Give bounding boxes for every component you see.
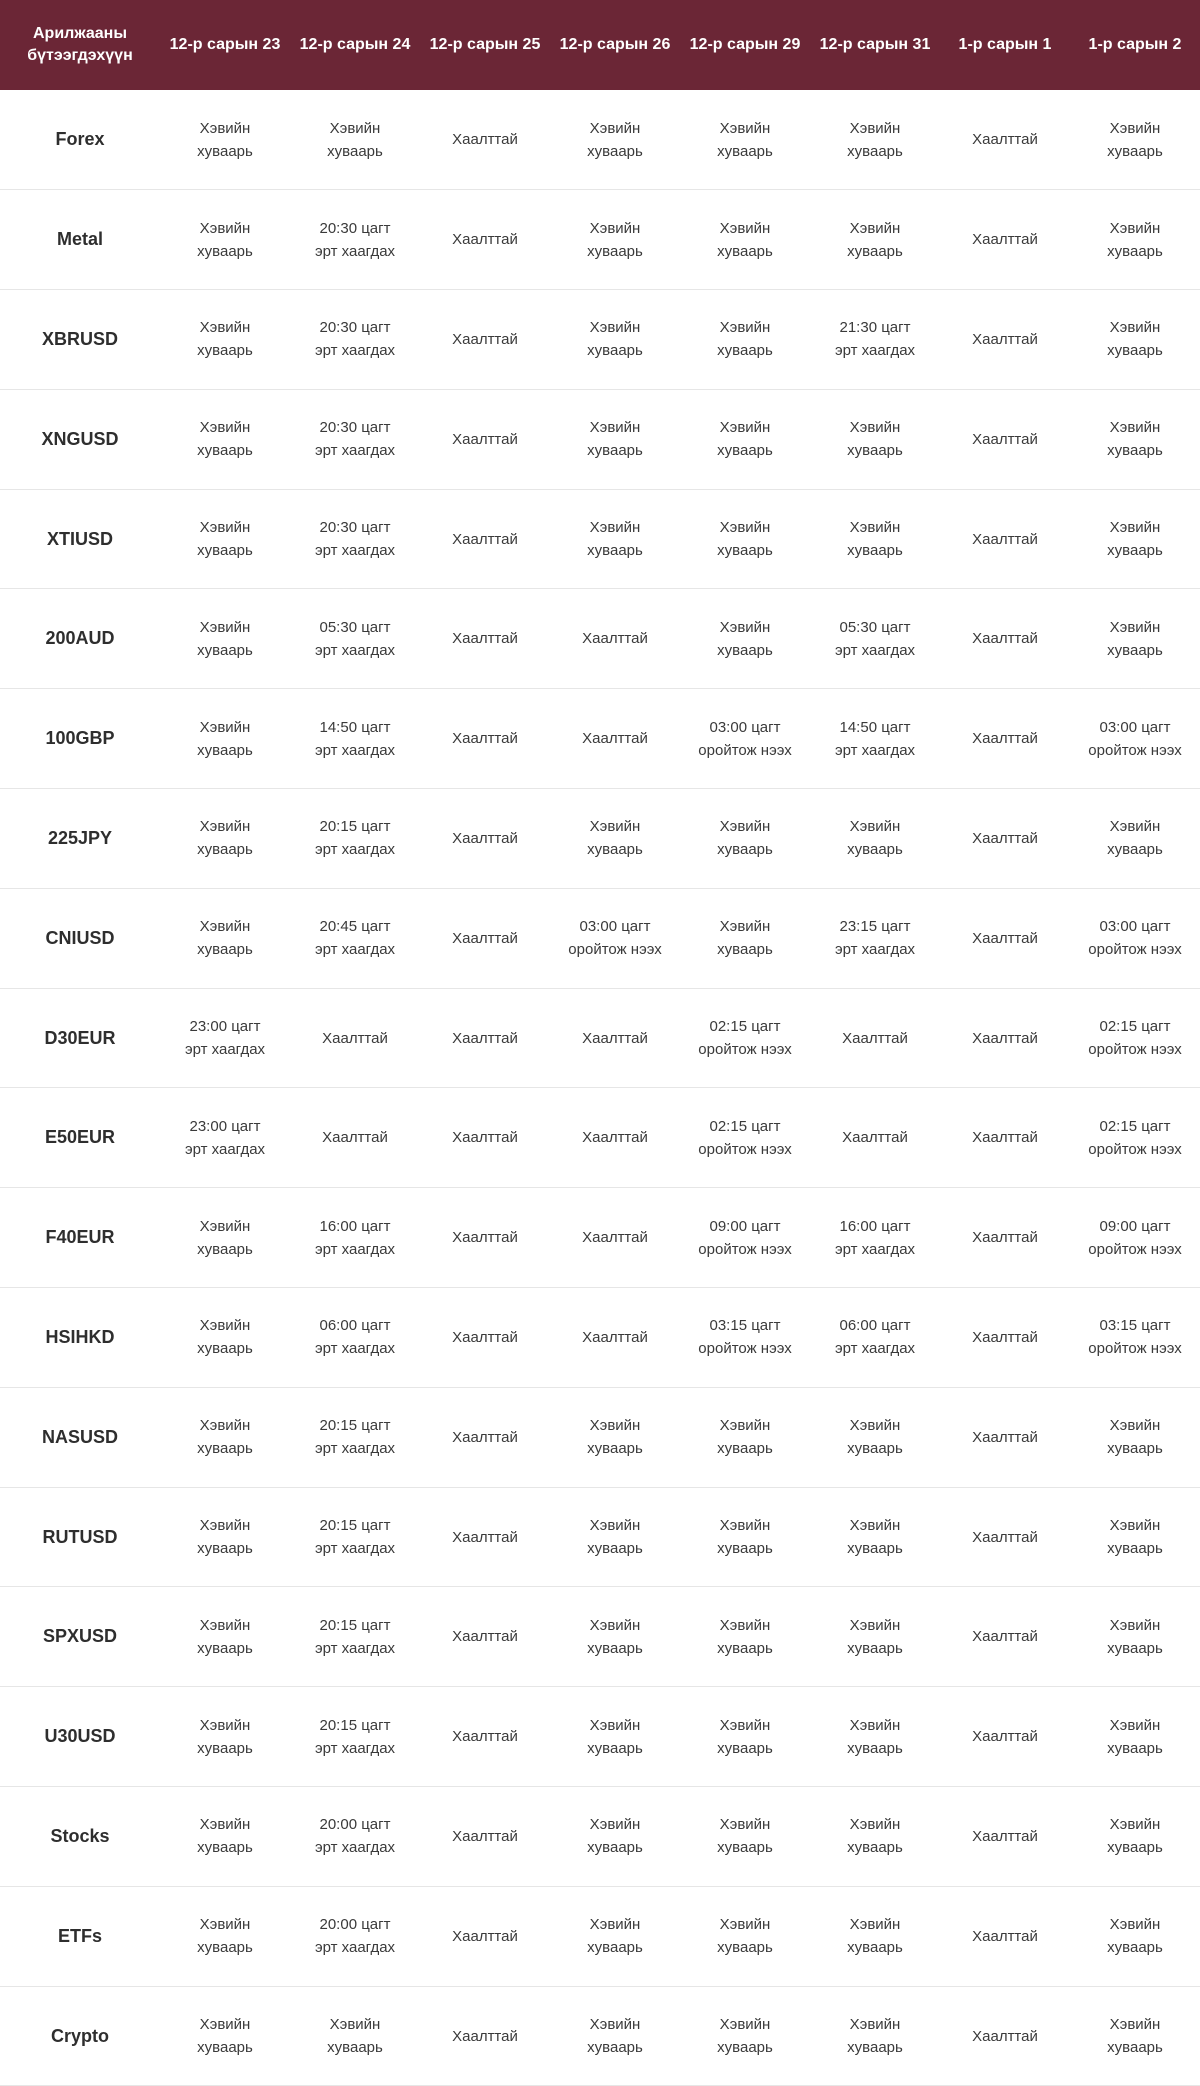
schedule-cell: Хаалттай (582, 630, 648, 648)
schedule-cell: Хэвийн хуваарь (197, 618, 253, 659)
schedule-cell: 23:00 цагт эрт хаагдах (184, 1117, 266, 1158)
schedule-cell: Хэвийн хуваарь (847, 818, 903, 859)
schedule-cell: 14:50 цагт эрт хаагдах (834, 718, 916, 759)
table-row (0, 589, 1200, 689)
schedule-cell: Хаалттай (452, 1528, 518, 1546)
schedule-cell: Хэвийн хуваарь (587, 1716, 643, 1757)
schedule-cell: Хаалттай (452, 330, 518, 348)
schedule-cell: Хэвийн хуваарь (197, 1816, 253, 1857)
schedule-cell: Хэвийн хуваарь (587, 1916, 643, 1957)
schedule-cell: Хаалттай (452, 1428, 518, 1446)
schedule-cell: Хаалттай (322, 1129, 388, 1147)
schedule-cell: Хэвийн хуваарь (197, 2016, 253, 2057)
schedule-cell: 03:15 цагт оройтож нээх (698, 1317, 792, 1358)
schedule-cell: Хэвийн хуваарь (1107, 319, 1163, 360)
schedule-cell: Хэвийн хуваарь (717, 519, 773, 560)
schedule-cell: Хаалттай (972, 630, 1038, 648)
header-date: 12-р сарын 29 (689, 36, 801, 53)
table-row (0, 190, 1200, 290)
schedule-cell: Хаалттай (452, 929, 518, 947)
schedule-cell: Хаалттай (972, 730, 1038, 748)
schedule-cell: Хэвийн хуваарь (717, 818, 773, 859)
schedule-cell: Хаалттай (452, 1029, 518, 1047)
instrument-name: SPXUSD (42, 1626, 118, 1647)
schedule-cell: Хэвийн хуваарь (847, 1517, 903, 1558)
schedule-cell: Хаалттай (972, 131, 1038, 149)
instrument-name: CNIUSD (45, 927, 115, 948)
schedule-cell: Хаалттай (452, 1628, 518, 1646)
instrument-name: 200AUD (45, 628, 115, 649)
schedule-cell: Хэвийн хуваарь (197, 419, 253, 460)
schedule-cell: Хаалттай (452, 430, 518, 448)
instrument-name: XTIUSD (46, 528, 113, 549)
schedule-cell: Хаалттай (972, 430, 1038, 448)
schedule-cell: Хаалттай (322, 1029, 388, 1047)
table-row (0, 689, 1200, 789)
table-row (0, 1188, 1200, 1288)
table-row (0, 1288, 1200, 1388)
header-date: 1-р сарын 1 (958, 36, 1052, 53)
header-date: 12-р сарын 23 (169, 36, 281, 53)
schedule-cell: Хэвийн хуваарь (197, 1916, 253, 1957)
schedule-cell: 03:00 цагт оройтож нээх (568, 918, 662, 959)
instrument-name: Metal (56, 229, 103, 250)
instrument-name: XNGUSD (41, 428, 119, 449)
instrument-name: D30EUR (44, 1027, 116, 1048)
table-row (0, 988, 1200, 1088)
table-row (0, 1787, 1200, 1887)
header-product: Арилжааны бүтээгдэхүүн (27, 25, 133, 64)
schedule-cell: Хэвийн хуваарь (847, 119, 903, 160)
schedule-cell: Хэвийн хуваарь (197, 319, 253, 360)
instrument-name: F40EUR (45, 1227, 115, 1248)
schedule-cell: Хаалттай (452, 1328, 518, 1346)
schedule-cell: Хэвийн хуваарь (1107, 618, 1163, 659)
schedule-cell: Хэвийн хуваарь (197, 718, 253, 759)
instrument-name: RUTUSD (42, 1526, 118, 1547)
table-row (0, 1687, 1200, 1787)
schedule-cell: Хаалттай (972, 1328, 1038, 1346)
schedule-cell: 09:00 цагт оройтож нээх (1088, 1217, 1182, 1258)
schedule-cell: Хаалттай (972, 1628, 1038, 1646)
schedule-cell: Хэвийн хуваарь (847, 1417, 903, 1458)
table-row (0, 789, 1200, 889)
schedule-cell: Хэвийн хуваарь (847, 1716, 903, 1757)
schedule-cell: 20:00 цагт эрт хаагдах (314, 1816, 396, 1857)
instrument-name: 100GBP (45, 728, 115, 749)
schedule-cell: Хэвийн хуваарь (587, 1517, 643, 1558)
schedule-cell: Хаалттай (972, 1029, 1038, 1047)
schedule-cell: Хэвийн хуваарь (717, 219, 773, 260)
schedule-cell: 20:30 цагт эрт хаагдах (314, 319, 396, 360)
schedule-cell: Хаалттай (582, 1129, 648, 1147)
instrument-name: E50EUR (44, 1127, 116, 1148)
header-date: 12-р сарын 26 (559, 36, 671, 53)
schedule-cell: Хэвийн хуваарь (197, 1517, 253, 1558)
table-row (0, 1088, 1200, 1188)
schedule-cell: Хаалттай (582, 1229, 648, 1247)
schedule-cell: 02:15 цагт оройтож нээх (698, 1117, 792, 1158)
schedule-cell: Хэвийн хуваарь (1107, 1916, 1163, 1957)
schedule-cell: Хаалттай (452, 2027, 518, 2045)
schedule-cell: Хэвийн хуваарь (197, 119, 253, 160)
header-date: 12-р сарын 24 (299, 36, 411, 53)
schedule-cell: 02:15 цагт оройтож нээх (1088, 1018, 1182, 1059)
schedule-cell: Хэвийн хуваарь (717, 2016, 773, 2057)
schedule-cell: 21:30 цагт эрт хаагдах (834, 319, 916, 360)
schedule-cell: Хэвийн хуваарь (717, 319, 773, 360)
schedule-cell: 20:30 цагт эрт хаагдах (314, 519, 396, 560)
schedule-cell: Хаалттай (452, 829, 518, 847)
schedule-cell: Хэвийн хуваарь (717, 1916, 773, 1957)
schedule-cell: Хаалттай (972, 330, 1038, 348)
schedule-cell: Хаалттай (842, 1029, 908, 1047)
table-row (0, 1387, 1200, 1487)
schedule-cell: Хэвийн хуваарь (847, 419, 903, 460)
schedule-cell: 20:15 цагт эрт хаагдах (314, 1517, 396, 1558)
schedule-cell: Хаалттай (452, 231, 518, 249)
schedule-cell: Хаалттай (972, 530, 1038, 548)
schedule-cell: Хэвийн хуваарь (717, 1716, 773, 1757)
schedule-cell: 06:00 цагт эрт хаагдах (834, 1317, 916, 1358)
schedule-cell: Хэвийн хуваарь (847, 1816, 903, 1857)
schedule-cell: Хэвийн хуваарь (847, 2016, 903, 2057)
schedule-cell: Хэвийн хуваарь (717, 119, 773, 160)
schedule-cell: Хэвийн хуваарь (587, 119, 643, 160)
instrument-name: Crypto (51, 2025, 109, 2046)
schedule-cell: Хэвийн хуваарь (717, 1816, 773, 1857)
header-date: 12-р сарын 25 (429, 36, 541, 53)
schedule-cell: Хэвийн хуваарь (197, 1217, 253, 1258)
schedule-cell: Хэвийн хуваарь (197, 1616, 253, 1657)
schedule-cell: Хаалттай (972, 1229, 1038, 1247)
schedule-cell: 20:15 цагт эрт хаагдах (314, 1716, 396, 1757)
instrument-name: Forex (55, 129, 105, 150)
schedule-cell: 23:00 цагт эрт хаагдах (184, 1018, 266, 1059)
schedule-cell: 02:15 цагт оройтож нээх (698, 1018, 792, 1059)
schedule-cell: 20:15 цагт эрт хаагдах (314, 1417, 396, 1458)
table-row (0, 90, 1200, 190)
header-row (0, 0, 1200, 90)
schedule-cell: Хэвийн хуваарь (1107, 2016, 1163, 2057)
header-date: 1-р сарын 2 (1088, 36, 1182, 53)
schedule-cell: Хэвийн хуваарь (197, 818, 253, 859)
schedule-cell: Хаалттай (452, 131, 518, 149)
schedule-cell: Хэвийн хуваарь (587, 818, 643, 859)
schedule-cell: Хэвийн хуваарь (847, 519, 903, 560)
schedule-cell: Хэвийн хуваарь (1107, 419, 1163, 460)
schedule-cell: Хаалттай (972, 2027, 1038, 2045)
schedule-cell: Хаалттай (972, 1528, 1038, 1546)
schedule-cell: Хаалттай (972, 829, 1038, 847)
schedule-cell: Хэвийн хуваарь (587, 319, 643, 360)
table-row (0, 290, 1200, 390)
instrument-name: U30USD (44, 1726, 116, 1747)
schedule-cell: Хэвийн хуваарь (1107, 1816, 1163, 1857)
schedule-cell: Хэвийн хуваарь (197, 918, 253, 959)
schedule-cell: Хэвийн хуваарь (847, 1916, 903, 1957)
schedule-cell: Хаалттай (972, 1728, 1038, 1746)
schedule-cell: Хэвийн хуваарь (717, 618, 773, 659)
table-row (0, 389, 1200, 489)
schedule-cell: 20:30 цагт эрт хаагдах (314, 419, 396, 460)
schedule-cell: Хаалттай (972, 1428, 1038, 1446)
schedule-cell: Хэвийн хуваарь (1107, 519, 1163, 560)
schedule-cell: Хэвийн хуваарь (587, 419, 643, 460)
schedule-cell: Хаалттай (452, 1927, 518, 1945)
schedule-cell: Хаалттай (972, 1129, 1038, 1147)
schedule-cell: Хаалттай (582, 1328, 648, 1346)
schedule-cell: Хэвийн хуваарь (717, 1417, 773, 1458)
schedule-cell: Хаалттай (452, 1129, 518, 1147)
schedule-cell: Хэвийн хуваарь (1107, 1716, 1163, 1757)
instrument-name: XBRUSD (41, 328, 118, 349)
schedule-cell: 03:00 цагт оройтож нээх (1088, 718, 1182, 759)
schedule-cell: Хэвийн хуваарь (197, 1417, 253, 1458)
schedule-cell: Хаалттай (452, 730, 518, 748)
schedule-cell: Хэвийн хуваарь (587, 1816, 643, 1857)
schedule-cell: Хаалттай (452, 630, 518, 648)
schedule-cell: Хаалттай (582, 730, 648, 748)
table-header (0, 0, 1200, 90)
schedule-cell: Хэвийн хуваарь (587, 1417, 643, 1458)
schedule-cell: Хэвийн хуваарь (717, 1616, 773, 1657)
schedule-cell: Хаалттай (452, 1728, 518, 1746)
schedule-cell: Хэвийн хуваарь (197, 1716, 253, 1757)
schedule-cell: Хаалттай (842, 1129, 908, 1147)
schedule-cell: Хэвийн хуваарь (1107, 1616, 1163, 1657)
schedule-cell: Хэвийн хуваарь (717, 918, 773, 959)
schedule-cell: Хэвийн хуваарь (717, 419, 773, 460)
schedule-cell: Хаалттай (452, 1827, 518, 1845)
schedule-cell: Хэвийн хуваарь (197, 519, 253, 560)
schedule-cell: 05:30 цагт эрт хаагдах (834, 618, 916, 659)
schedule-cell: 20:15 цагт эрт хаагдах (314, 818, 396, 859)
table-row (0, 1587, 1200, 1687)
table-row (0, 888, 1200, 988)
schedule-cell: Хэвийн хуваарь (1107, 818, 1163, 859)
schedule-cell: 23:15 цагт эрт хаагдах (834, 918, 916, 959)
schedule-cell: 20:45 цагт эрт хаагдах (314, 918, 396, 959)
schedule-cell: Хаалттай (972, 1927, 1038, 1945)
schedule-cell: 03:15 цагт оройтож нээх (1088, 1317, 1182, 1358)
schedule-cell: 06:00 цагт эрт хаагдах (314, 1317, 396, 1358)
schedule-cell: Хэвийн хуваарь (847, 1616, 903, 1657)
schedule-cell: Хаалттай (972, 1827, 1038, 1845)
instrument-name: Stocks (50, 1825, 110, 1846)
instrument-name: HSIHKD (45, 1326, 115, 1347)
instrument-name: ETFs (57, 1925, 102, 1946)
instrument-name: 225JPY (47, 827, 113, 848)
table-body (0, 90, 1200, 2086)
schedule-cell: Хэвийн хуваарь (197, 1317, 253, 1358)
schedule-cell: 14:50 цагт эрт хаагдах (314, 718, 396, 759)
schedule-cell: Хаалттай (452, 530, 518, 548)
schedule-cell: Хаалттай (972, 231, 1038, 249)
schedule-cell: Хэвийн хуваарь (1107, 219, 1163, 260)
schedule-cell: Хэвийн хуваарь (847, 219, 903, 260)
schedule-cell: Хаалттай (972, 929, 1038, 947)
schedule-cell: Хэвийн хуваарь (587, 1616, 643, 1657)
schedule-cell: Хаалттай (582, 1029, 648, 1047)
schedule-cell: Хэвийн хуваарь (197, 219, 253, 260)
schedule-cell: Хэвийн хуваарь (717, 1517, 773, 1558)
schedule-cell: 20:00 цагт эрт хаагдах (314, 1916, 396, 1957)
schedule-cell: 02:15 цагт оройтож нээх (1088, 1117, 1182, 1158)
schedule-cell: 20:15 цагт эрт хаагдах (314, 1616, 396, 1657)
schedule-cell: Хэвийн хуваарь (327, 2016, 383, 2057)
table-row (0, 489, 1200, 589)
schedule-cell: Хэвийн хуваарь (587, 219, 643, 260)
header-date: 12-р сарын 31 (819, 36, 931, 53)
schedule-cell: 03:00 цагт оройтож нээх (1088, 918, 1182, 959)
schedule-cell: Хаалттай (452, 1229, 518, 1247)
schedule-cell: 09:00 цагт оройтож нээх (698, 1217, 792, 1258)
table-row (0, 1487, 1200, 1587)
schedule-cell: 16:00 цагт эрт хаагдах (834, 1217, 916, 1258)
schedule-cell: Хэвийн хуваарь (327, 119, 383, 160)
schedule-cell: Хэвийн хуваарь (1107, 1417, 1163, 1458)
table-row (0, 1986, 1200, 2086)
schedule-cell: Хэвийн хуваарь (587, 2016, 643, 2057)
schedule-cell: 16:00 цагт эрт хаагдах (314, 1217, 396, 1258)
schedule-cell: 20:30 цагт эрт хаагдах (314, 219, 396, 260)
schedule-cell: Хэвийн хуваарь (1107, 1517, 1163, 1558)
schedule-cell: Хэвийн хуваарь (1107, 119, 1163, 160)
schedule-cell: 03:00 цагт оройтож нээх (698, 718, 792, 759)
instrument-name: NASUSD (41, 1426, 118, 1447)
schedule-cell: 05:30 цагт эрт хаагдах (314, 618, 396, 659)
schedule-cell: Хэвийн хуваарь (587, 519, 643, 560)
table-row (0, 1886, 1200, 1986)
